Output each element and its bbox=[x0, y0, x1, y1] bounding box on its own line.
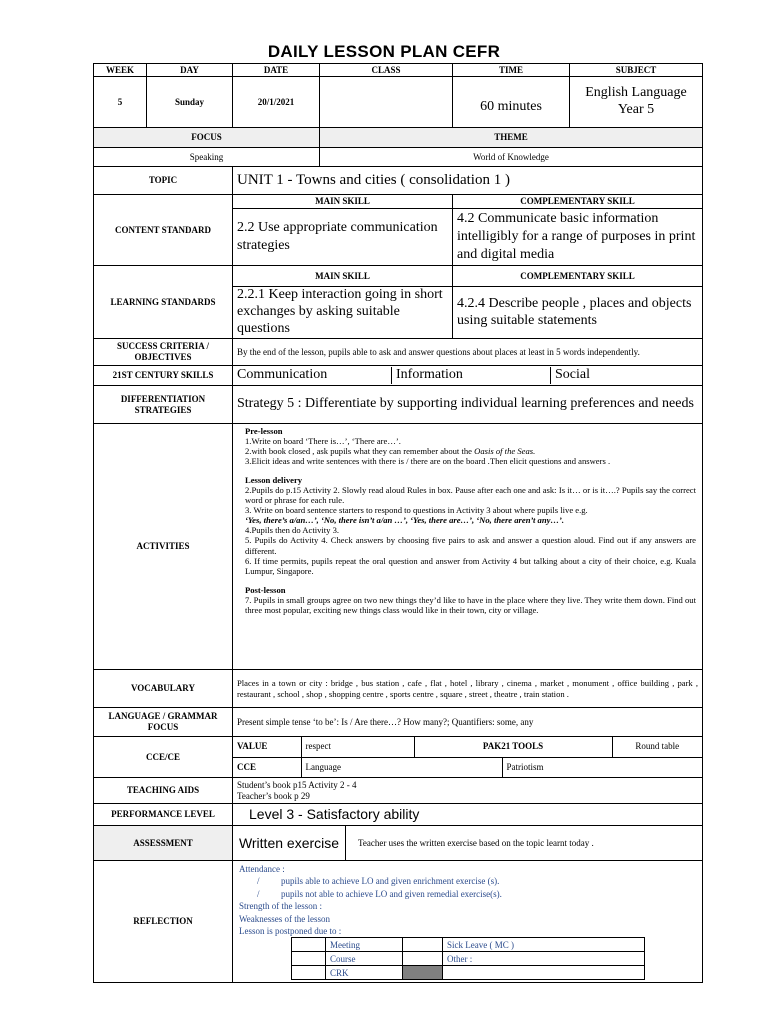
differentiation-value: Strategy 5 : Differentiate by supporting individual learning preferences and needs bbox=[233, 386, 703, 424]
delivery-step-5: 5. Pupils do Activity 4. Check answers by choosing five pairs to ask and answer a question aloud. Find out if any answers are different. bbox=[245, 535, 696, 556]
ls-comp-skill-heading: COMPLEMENTARY SKILL bbox=[453, 266, 703, 287]
value-label: VALUE bbox=[233, 737, 301, 757]
cs-main-skill-heading: MAIN SKILL bbox=[233, 195, 453, 209]
time-value: 60 minutes bbox=[453, 77, 570, 128]
ls-main-skill-heading: MAIN SKILL bbox=[233, 266, 453, 287]
postponed-line: Lesson is postponed due to : bbox=[239, 926, 342, 937]
ls-comp-skill: 4.2.4 Describe people , places and objects using suitable statements bbox=[453, 287, 703, 339]
success-criteria-label: SUCCESS CRITERIA / OBJECTIVES bbox=[94, 339, 233, 366]
theme-value: World of Knowledge bbox=[320, 148, 703, 167]
theme-label: THEME bbox=[320, 128, 703, 148]
vocabulary-label: VOCABULARY bbox=[94, 670, 233, 708]
attendance-line: Attendance : bbox=[239, 864, 285, 874]
skill-social: Social bbox=[555, 367, 590, 383]
pre-lesson-heading: Pre-lesson bbox=[245, 426, 283, 436]
teaching-aids-line2: Teacher’s book p 29 bbox=[237, 790, 310, 801]
page-title: DAILY LESSON PLAN CEFR bbox=[267, 42, 501, 61]
weakness-line: Weaknesses of the lesson bbox=[239, 913, 331, 924]
teaching-aids-label: TEACHING AIDS bbox=[94, 778, 233, 804]
reason-meeting: Meeting bbox=[326, 938, 403, 952]
grammar-label: LANGUAGE / GRAMMAR FOCUS bbox=[94, 708, 233, 737]
subject-value: English Language Year 5 bbox=[570, 77, 703, 128]
post-step-7: 7. Pupils in small groups agree on two new things they’d like to have in the place where they live. They write them down. Find out three most popular, exciting new things class would like in their town, city or village. bbox=[245, 594, 696, 615]
slash-1: / bbox=[257, 876, 260, 887]
skill-communication: Communication bbox=[233, 367, 392, 384]
cce-extra: Patriotism bbox=[506, 761, 544, 772]
focus-label: FOCUS bbox=[94, 128, 320, 148]
pre-step-1: 1.Write on board ‘There is…’, ‘There are…’. bbox=[245, 436, 401, 447]
reflection-line-2: pupils not able to achieve LO and given remedial exercise(s). bbox=[281, 888, 502, 899]
delivery-step-3: 3. Write on board sentence starters to respond to questions in Activity 3 about where pupils live e.g. bbox=[245, 505, 588, 516]
focus-value: Speaking bbox=[94, 148, 320, 167]
vocabulary-value: Places in a town or city : bridge , bus station , cafe , flat , hotel , library , cinema , market , monument , office building , park , restaurant , school , shop , shopping centre , sports centre , square , street , theatre , train station . bbox=[233, 670, 703, 708]
shaded-cell bbox=[403, 966, 443, 980]
assessment-label: ASSESSMENT bbox=[94, 826, 233, 861]
col-time: TIME bbox=[453, 64, 570, 77]
class-value bbox=[320, 77, 453, 128]
skill-information: Information bbox=[392, 367, 551, 384]
performance-value: Level 3 - Satisfactory ability bbox=[233, 804, 703, 826]
assessment-desc: Teacher uses the written exercise based on the topic learnt today . bbox=[358, 837, 594, 848]
col-week: WEEK bbox=[94, 64, 147, 77]
content-standard-label: CONTENT STANDARD bbox=[94, 195, 233, 266]
topic-label: TOPIC bbox=[94, 167, 233, 195]
lesson-plan-table bbox=[93, 63, 702, 983]
delivery-step-4: 4.Pupils then do Activity 3. bbox=[245, 525, 340, 536]
cs-main-skill: 2.2 Use appropriate communication strategies bbox=[233, 209, 453, 266]
slash-2: / bbox=[257, 888, 260, 899]
pre-step-3: 3.Elicit ideas and write sentences with there is / there are on the board .Then elicit questions and answers . bbox=[245, 456, 611, 467]
cce-value: Language bbox=[301, 757, 502, 777]
day-value: Sunday bbox=[147, 77, 233, 128]
cs-comp-skill: 4.2 Communicate basic information intelligibly for a range of purposes in print and digital media bbox=[453, 209, 703, 266]
reason-crk: CRK bbox=[326, 966, 403, 980]
differentiation-label: DIFFERENTIATION STRATEGIES bbox=[94, 386, 233, 424]
col-day: DAY bbox=[147, 64, 233, 77]
cs-comp-skill-heading: COMPLEMENTARY SKILL bbox=[453, 195, 703, 209]
delivery-step-3-examples: ‘Yes, there’s a/an…’, ‘No, there isn’t a/an …’, ‘Yes, there are…’, ‘No, there aren’t any…’. bbox=[245, 515, 565, 526]
learning-standards-label: LEARNING STANDARDS bbox=[94, 266, 233, 339]
performance-label: PERFORMANCE LEVEL bbox=[94, 804, 233, 826]
strength-line: Strength of the lesson : bbox=[239, 901, 322, 912]
delivery-step-2: 2.Pupils do p.15 Activity 2. Slowly read aloud Rules in box. Pause after each one and ask: Is it… or is it….? Pupils say the correct word or phrase for each rule. bbox=[245, 485, 696, 506]
teaching-aids-line1: Student’s book p15 Activity 2 - 4 bbox=[237, 779, 357, 790]
date-value: 20/1/2021 bbox=[233, 77, 320, 128]
reason-other: Other : bbox=[443, 952, 645, 966]
pak21-value: Round table bbox=[612, 737, 702, 757]
pre-step-2-title: Oasis of the Seas. bbox=[474, 446, 536, 457]
century-skills-label: 21ST CENTURY SKILLS bbox=[94, 366, 233, 386]
delivery-step-6: 6. If time permits, pupils repeat the oral question and answer from Activity 4 but talking about a city of their choice, e.g. Kuala Lumpur, Singapore. bbox=[245, 555, 696, 576]
reflection-label: REFLECTION bbox=[94, 861, 233, 983]
col-class: CLASS bbox=[320, 64, 453, 77]
col-date: DATE bbox=[233, 64, 320, 77]
week-value: 5 bbox=[94, 77, 147, 128]
col-subject: SUBJECT bbox=[570, 64, 703, 77]
ls-main-skill: 2.2.1 Keep interaction going in short exchanges by asking suitable questions bbox=[233, 287, 453, 339]
assessment-type: Written exercise bbox=[233, 826, 346, 860]
reason-course: Course bbox=[326, 952, 403, 966]
pre-step-2: 2.with book closed , ask pupils what they can remember about the bbox=[245, 446, 475, 457]
reason-sick-leave: Sick Leave ( MC ) bbox=[443, 938, 645, 952]
lesson-delivery-heading: Lesson delivery bbox=[245, 475, 303, 486]
cce-sub-label: CCE bbox=[233, 757, 301, 777]
post-lesson-heading: Post-lesson bbox=[245, 584, 286, 595]
reason-blank bbox=[443, 966, 645, 980]
cce-label: CCE/CE bbox=[94, 737, 233, 778]
grammar-value: Present simple tense ‘to be’: Is / Are there…? How many?; Quantifiers: some, any bbox=[233, 708, 703, 737]
topic-value: UNIT 1 - Towns and cities ( consolidation 1 ) bbox=[233, 167, 703, 195]
pak21-label: PAK21 TOOLS bbox=[414, 737, 612, 757]
activities-label: ACTIVITIES bbox=[94, 424, 233, 670]
reflection-line-1: pupils able to achieve LO and given enrichment exercise (s). bbox=[281, 876, 500, 887]
value-value: respect bbox=[301, 737, 414, 757]
success-criteria-value: By the end of the lesson, pupils able to ask and answer questions about places at least in 5 words independently. bbox=[233, 339, 703, 366]
